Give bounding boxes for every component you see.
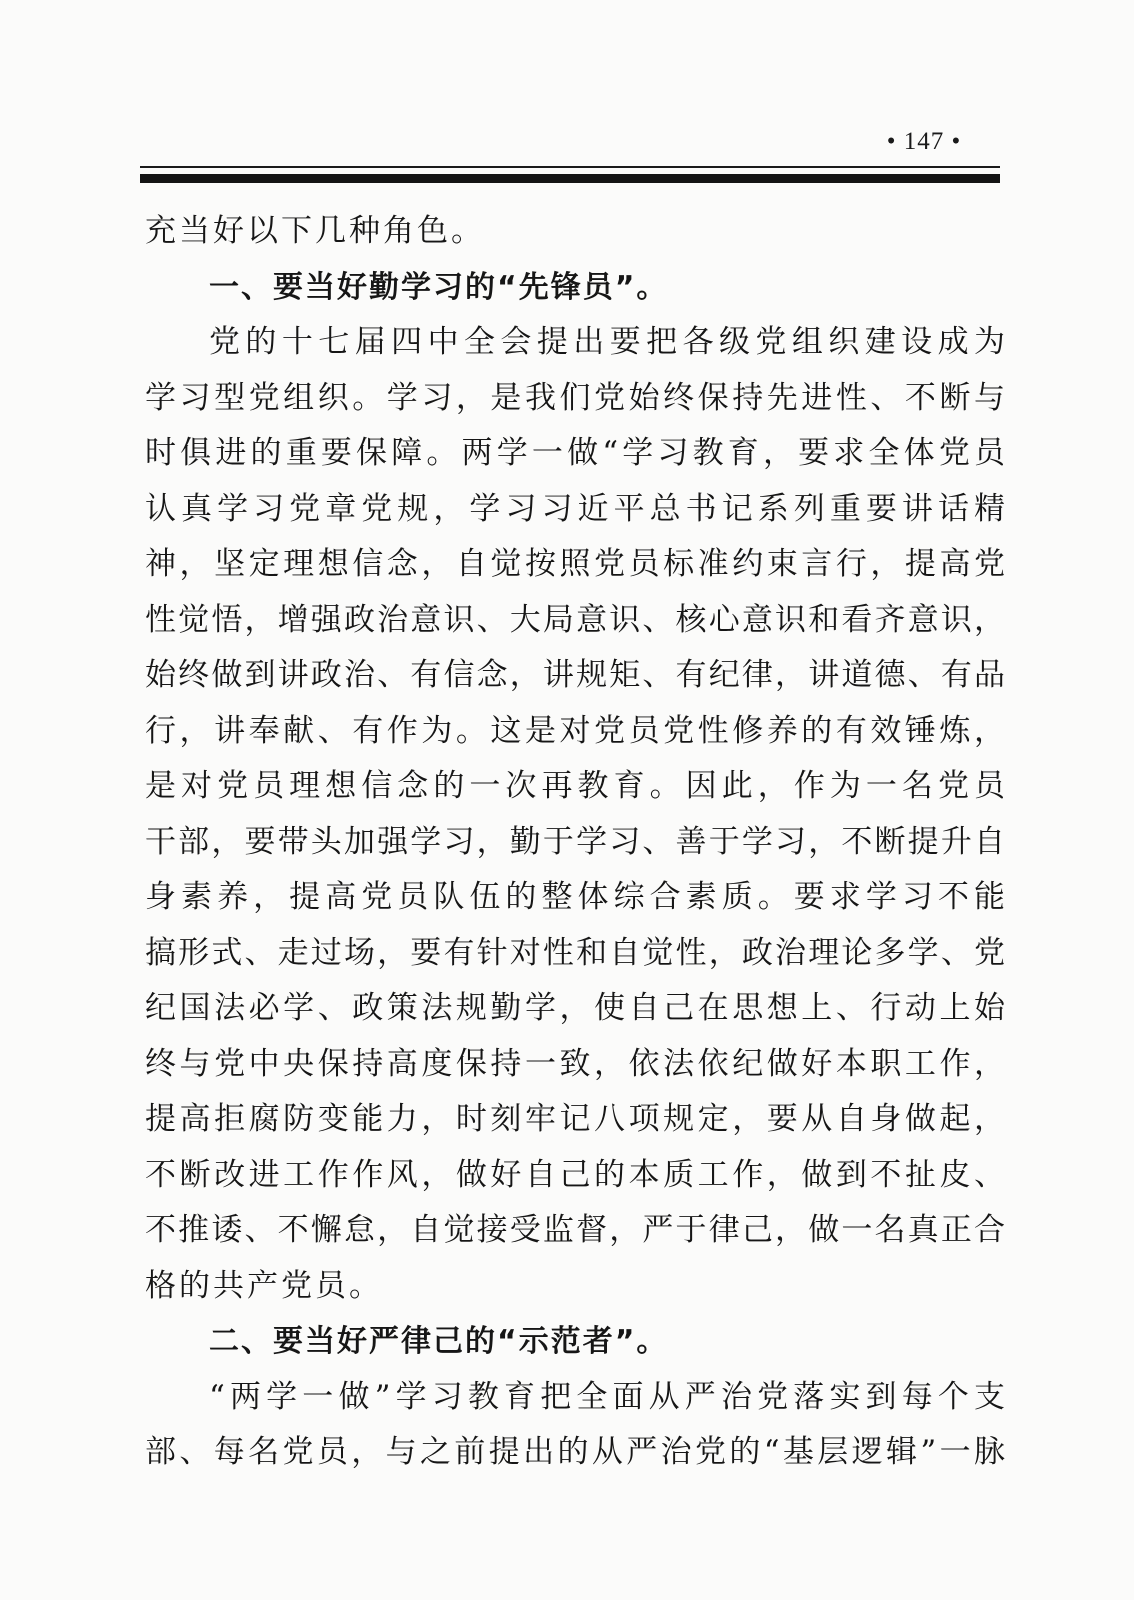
section-heading-2: 二、要当好严律己的“示范者”。 (209, 1324, 669, 1359)
text-line: 终与党中央保持高度保持一致，依法依纪做好本职工作， (145, 1045, 1005, 1082)
text-line: 始终做到讲政治、有信念，讲规矩、有纪律，讲道德、有品 (145, 657, 1005, 693)
text-line: 提高拒腐防变能力，时刻牢记八项规定，要从自身做起， (145, 1101, 1005, 1137)
text-line: 行，讲奉献、有作为。这是对党员党性修养的有效锤炼， (145, 712, 1005, 749)
text-line: 干部，要带头加强学习，勤于学习、善于学习，不断提升自 (145, 823, 1005, 860)
header-rule-thin (140, 166, 1000, 168)
paragraph-start-line: “两学一做”学习教育把全面从严治党落实到每个支 (209, 1378, 1005, 1415)
text-line: 充当好以下几种角色。 (145, 213, 485, 249)
text-line: 搞形式、走过场，要有针对性和自觉性，政治理论多学、党 (145, 934, 1005, 971)
text-line: 学习型党组织。学习，是我们党始终保持先进性、不断与 (145, 379, 1005, 416)
text-line: 不断改进工作作风，做好自己的本质工作，做到不扯皮、 (145, 1156, 1005, 1193)
text-line: 部、每名党员，与之前提出的从严治党的“基层逻辑”一脉 (145, 1434, 1005, 1470)
page-number: • 147 • (886, 128, 962, 155)
text-line: 纪国法必学、政策法规勤学，使自己在思想上、行动上始 (145, 990, 1005, 1026)
section-heading-1: 一、要当好勤学习的“先锋员”。 (209, 269, 669, 305)
text-line: 时俱进的重要保障。两学一做“学习教育，要求全体党员 (145, 435, 1005, 471)
paragraph-end-line: 格的共产党员。 (145, 1267, 383, 1304)
text-line: 神，坚定理想信念，自觉按照党员标准约束言行，提高党 (145, 546, 1005, 582)
text-line: 性觉悟，增强政治意识、大局意识、核心意识和看齐意识， (145, 601, 1005, 638)
text-line: 认真学习党章党规，学习习近平总书记系列重要讲话精 (145, 490, 1005, 527)
text-line: 是对党员理想信念的一次再教育。因此，作为一名党员 (145, 768, 1005, 804)
text-line: 身素养，提高党员队伍的整体综合素质。要求学习不能 (145, 879, 1005, 915)
header-rule-thick (140, 174, 1000, 183)
body-text (145, 204, 1005, 1481)
paragraph-start-line: 党的十七届四中全会提出要把各级党组织建设成为 (209, 324, 1005, 360)
text-line: 不推诿、不懈怠，自觉接受监督，严于律己，做一名真正合 (145, 1212, 1005, 1248)
